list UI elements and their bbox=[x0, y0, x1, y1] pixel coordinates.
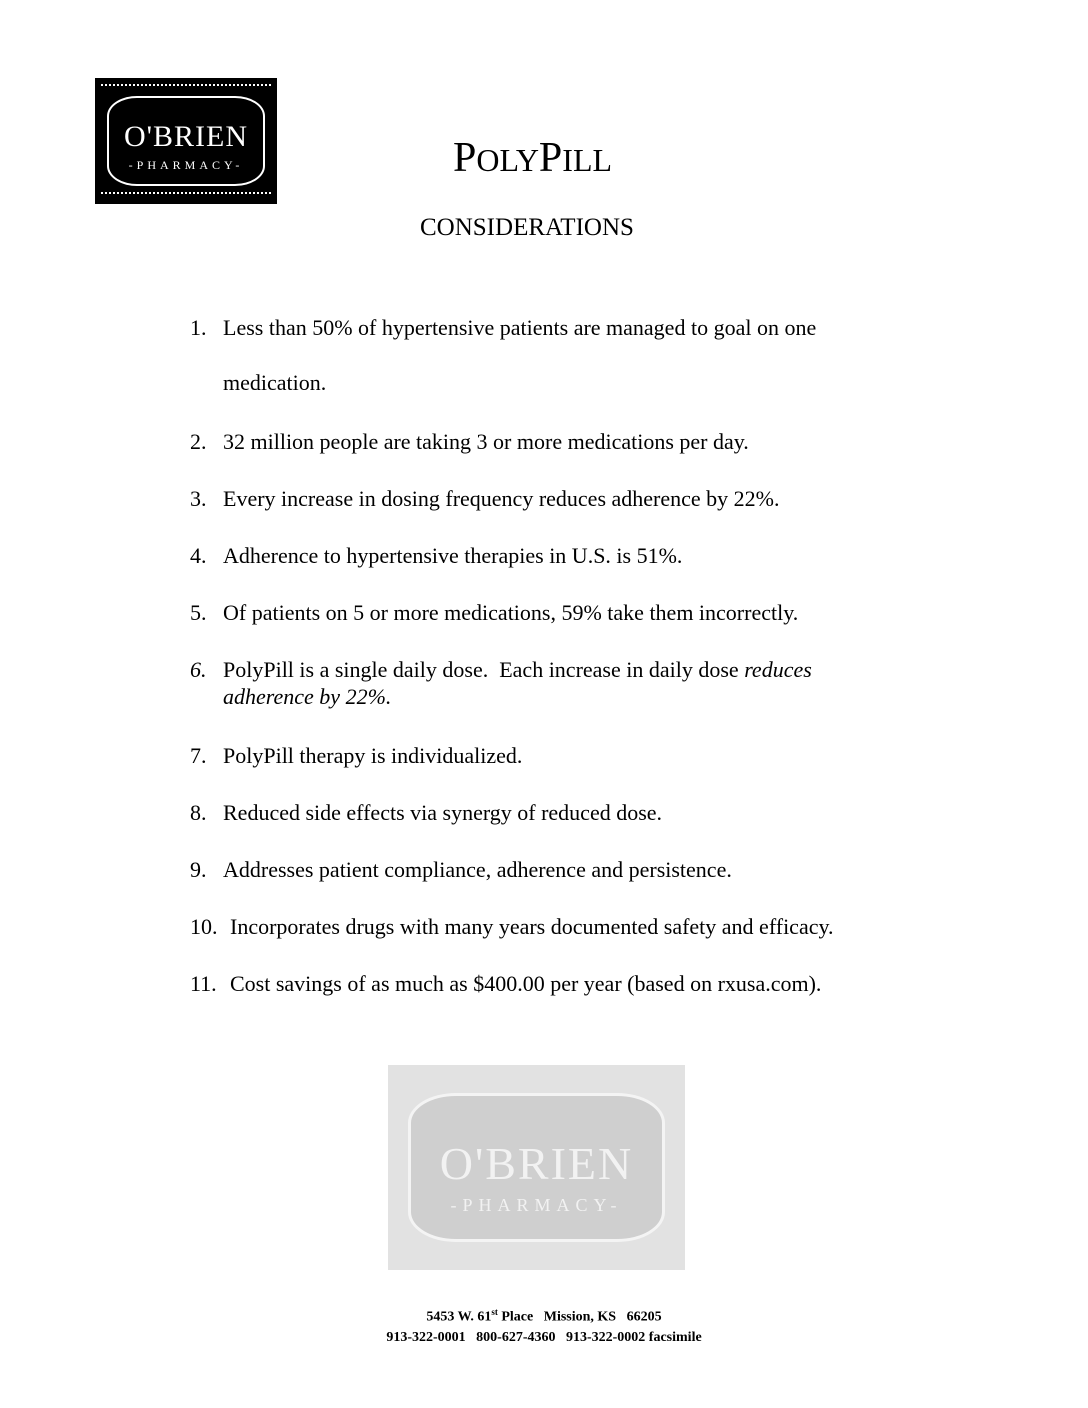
item-text-main: Addresses patient compliance, adherence and persistence. bbox=[223, 857, 732, 882]
item-text bbox=[223, 798, 662, 827]
item-continuation: medication. bbox=[223, 370, 327, 395]
title-part: OLY bbox=[476, 142, 539, 178]
item-text bbox=[230, 912, 834, 941]
item-text bbox=[223, 741, 522, 770]
item-continuation: adherence by 22%. bbox=[223, 684, 392, 709]
item-number: 11. bbox=[190, 971, 217, 996]
watermark-name: O'BRIEN bbox=[439, 1138, 634, 1189]
item-text-main: PolyPill is a single daily dose. Each increase in daily dose bbox=[223, 657, 745, 682]
watermark-sub: -PHARMACY- bbox=[450, 1195, 623, 1215]
item-text-main: Incorporates drugs with many years documented safety and efficacy. bbox=[230, 914, 834, 939]
item-text-main: Adherence to hypertensive therapies in U.S. is 51%. bbox=[223, 543, 683, 568]
address-street: 5453 W. 61 bbox=[426, 1309, 492, 1325]
title-part: ILL bbox=[562, 142, 613, 178]
item-text-main: Every increase in dosing frequency reduces adherence by 22%. bbox=[223, 486, 780, 511]
list-item bbox=[190, 484, 779, 513]
address-sup: st bbox=[491, 1307, 498, 1317]
subtitle: CONSIDERATIONS bbox=[420, 214, 634, 241]
ornament bbox=[101, 84, 271, 94]
item-text bbox=[223, 313, 816, 342]
list-item bbox=[190, 798, 662, 827]
item-number: 6. bbox=[190, 657, 207, 682]
list-item bbox=[190, 427, 749, 456]
list-item bbox=[190, 912, 834, 941]
address-city: Place Mission, KS 66205 bbox=[497, 1309, 662, 1325]
address-line bbox=[0, 1302, 1088, 1328]
item-number: 1. bbox=[190, 315, 207, 340]
list-item bbox=[190, 741, 522, 770]
item-number: 5. bbox=[190, 600, 207, 625]
item-number: 3. bbox=[190, 486, 207, 511]
item-text-main: PolyPill therapy is individualized. bbox=[223, 743, 523, 768]
list-item bbox=[190, 855, 732, 884]
list-item bbox=[190, 655, 812, 684]
item-text bbox=[223, 541, 682, 570]
item-number: 10. bbox=[190, 914, 218, 939]
item-text bbox=[223, 598, 798, 627]
item-text bbox=[223, 427, 749, 456]
item-number: 7. bbox=[190, 743, 207, 768]
item-text bbox=[223, 655, 812, 684]
item-text-main: Of patients on 5 or more medications, 59% take them incorrectly. bbox=[223, 600, 799, 625]
list-item bbox=[190, 969, 821, 998]
title-part: P bbox=[538, 135, 563, 181]
item-text bbox=[223, 855, 732, 884]
list-item bbox=[190, 541, 682, 570]
watermark-logo bbox=[388, 1065, 685, 1270]
item-text bbox=[230, 969, 821, 998]
logo-name: O'BRIEN bbox=[123, 120, 249, 153]
ornament bbox=[101, 192, 271, 202]
item-number: 9. bbox=[190, 857, 207, 882]
item-text-italic: reduces bbox=[744, 657, 812, 682]
phone-line: 913-322-0001 800-627-4360 913-322-0002 facsimile bbox=[386, 1329, 702, 1345]
page-title bbox=[453, 134, 612, 182]
item-number: 8. bbox=[190, 800, 207, 825]
item-number: 2. bbox=[190, 429, 207, 454]
list-item bbox=[190, 598, 798, 627]
item-text-main: Cost savings of as much as $400.00 per year (based on rxusa.com). bbox=[230, 971, 822, 996]
footer-address bbox=[0, 1302, 1088, 1348]
list-item bbox=[190, 313, 816, 342]
obrien-pharmacy-logo bbox=[95, 78, 277, 204]
item-text bbox=[223, 484, 779, 513]
title-part: P bbox=[453, 135, 477, 181]
item-text-main: 32 million people are taking 3 or more medications per day. bbox=[223, 429, 749, 454]
logo-sub: -PHARMACY- bbox=[128, 158, 244, 172]
item-text-main: Reduced side effects via synergy of reduced dose. bbox=[223, 800, 663, 825]
item-number: 4. bbox=[190, 543, 207, 568]
item-text-main: Less than 50% of hypertensive patients are managed to goal on one bbox=[223, 315, 817, 340]
